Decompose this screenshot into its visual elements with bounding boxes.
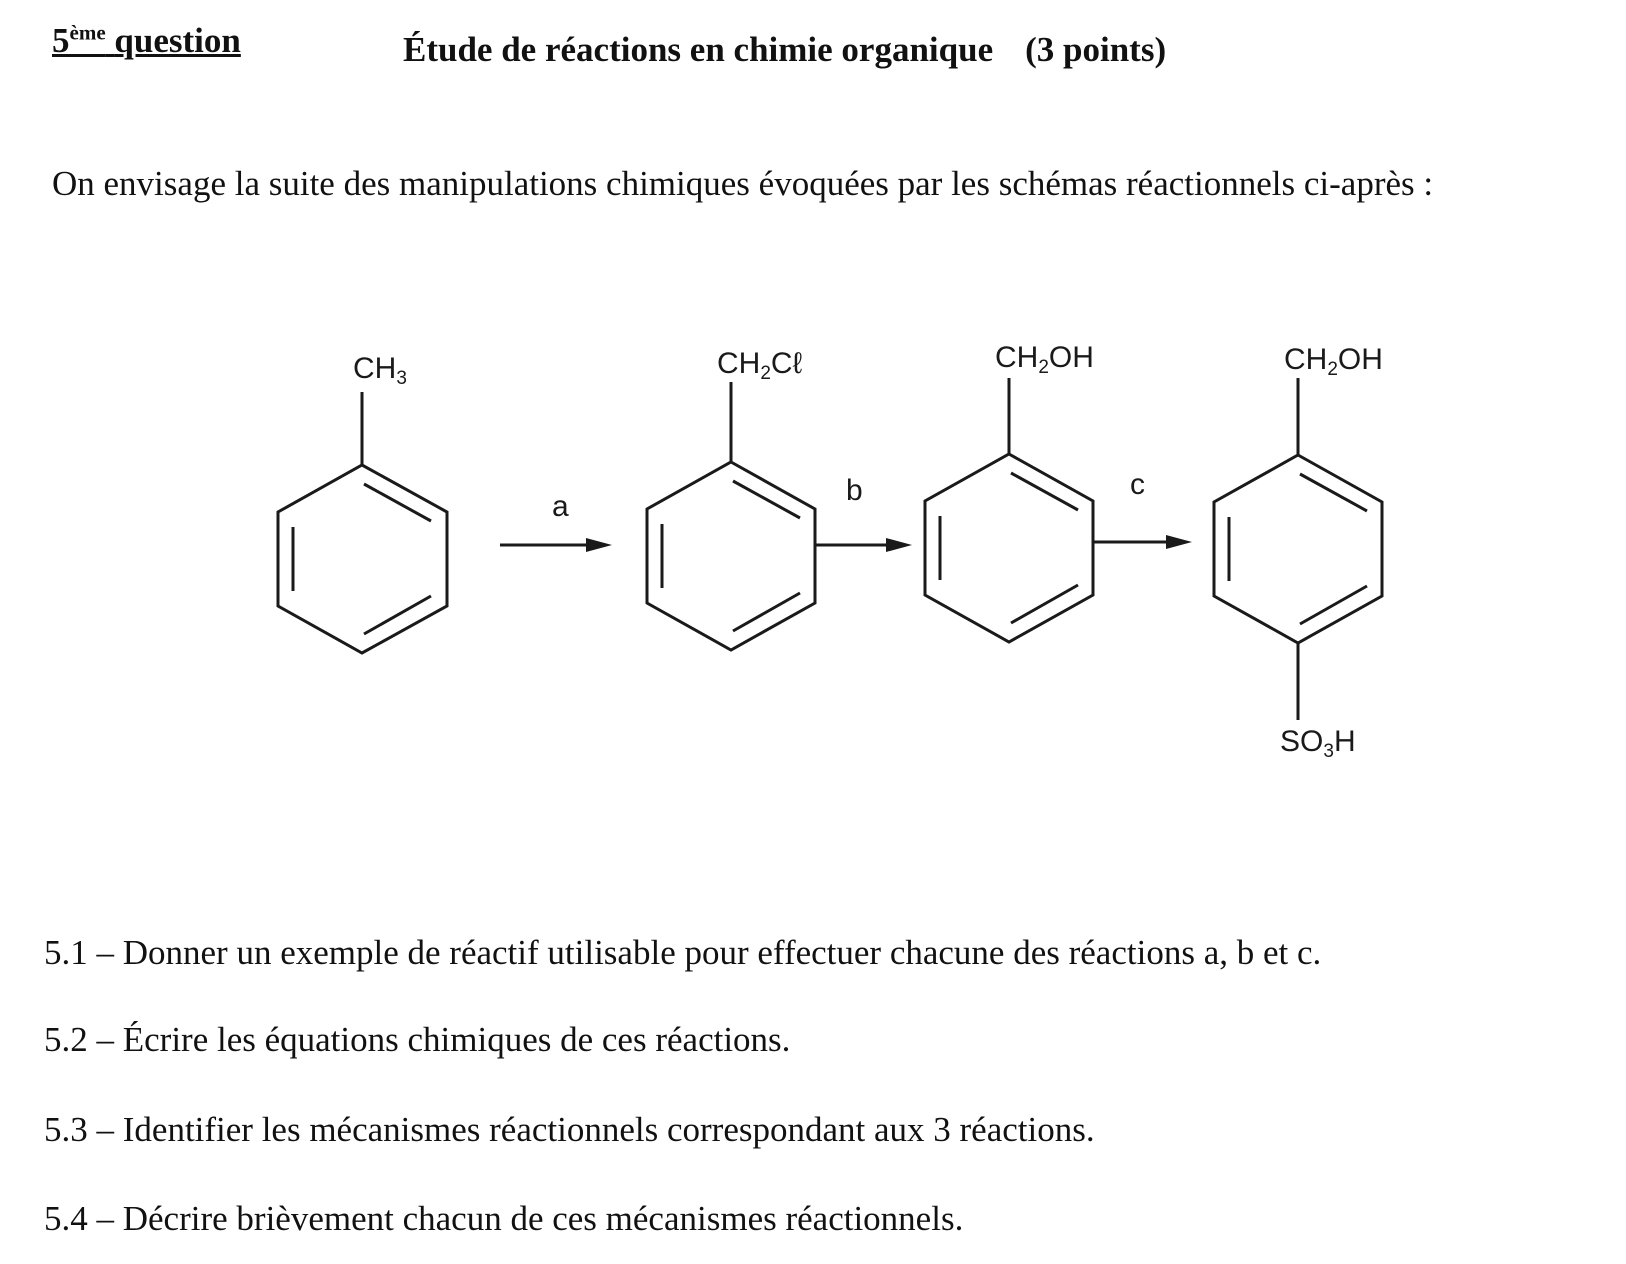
molecule-sulfonated-benzyl-alcohol	[1214, 378, 1382, 720]
benzene-ring	[278, 465, 447, 653]
double-bond	[364, 484, 431, 521]
group-label-ch3: $CH_3$	[353, 352, 407, 389]
arrow-c	[1093, 535, 1192, 549]
molecule-benzyl-chloride	[647, 382, 815, 650]
benzene-ring	[1214, 455, 1382, 643]
arrow-b	[815, 538, 912, 552]
double-bond	[733, 481, 800, 518]
arrow-label-a: a	[552, 490, 569, 523]
group-label-ch2cl: $CH_2C\ell$	[717, 347, 803, 384]
molecule-benzyl-alcohol	[925, 378, 1093, 642]
benzene-ring	[647, 462, 815, 650]
double-bond	[1300, 474, 1367, 511]
question-5-2: 5.2 – Écrire les équations chimiques de ces réactions.	[44, 1020, 791, 1059]
intro-paragraph: On envisage la suite des manipulations chimiques évoquées par les schémas réactionnels ci-après :	[52, 164, 1434, 203]
molecule-toluene	[278, 392, 447, 653]
double-bond	[1011, 585, 1078, 623]
question-title	[403, 30, 1166, 70]
group-label-so3h: $SO_3H$	[1280, 725, 1356, 762]
question-5-1: 5.1 – Donner un exemple de réactif utilisable pour effectuer chacune des réactions a, b et c.	[44, 933, 1322, 972]
group-label-ch2oh-2: $CH_2OH$	[1284, 343, 1383, 380]
arrow-label-b: b	[846, 474, 863, 507]
question-5-3: 5.3 – Identifier les mécanismes réactionnels correspondant aux 3 réactions.	[44, 1110, 1095, 1149]
double-bond	[1011, 473, 1078, 510]
question-heading	[52, 20, 241, 61]
double-bond	[1300, 586, 1367, 624]
points-label: (3 points)	[1025, 30, 1167, 69]
question-number: 5ème question	[52, 20, 241, 60]
question-5-4: 5.4 – Décrire brièvement chacun de ces mécanismes réactionnels.	[44, 1199, 964, 1238]
arrow-label-c: c	[1130, 468, 1145, 501]
double-bond	[364, 596, 431, 634]
benzene-ring	[925, 454, 1093, 642]
title-text: Étude de réactions en chimie organique	[403, 30, 994, 69]
arrow-a	[500, 538, 612, 552]
group-label-ch2oh: $CH_2OH$	[995, 341, 1094, 378]
double-bond	[733, 593, 800, 631]
